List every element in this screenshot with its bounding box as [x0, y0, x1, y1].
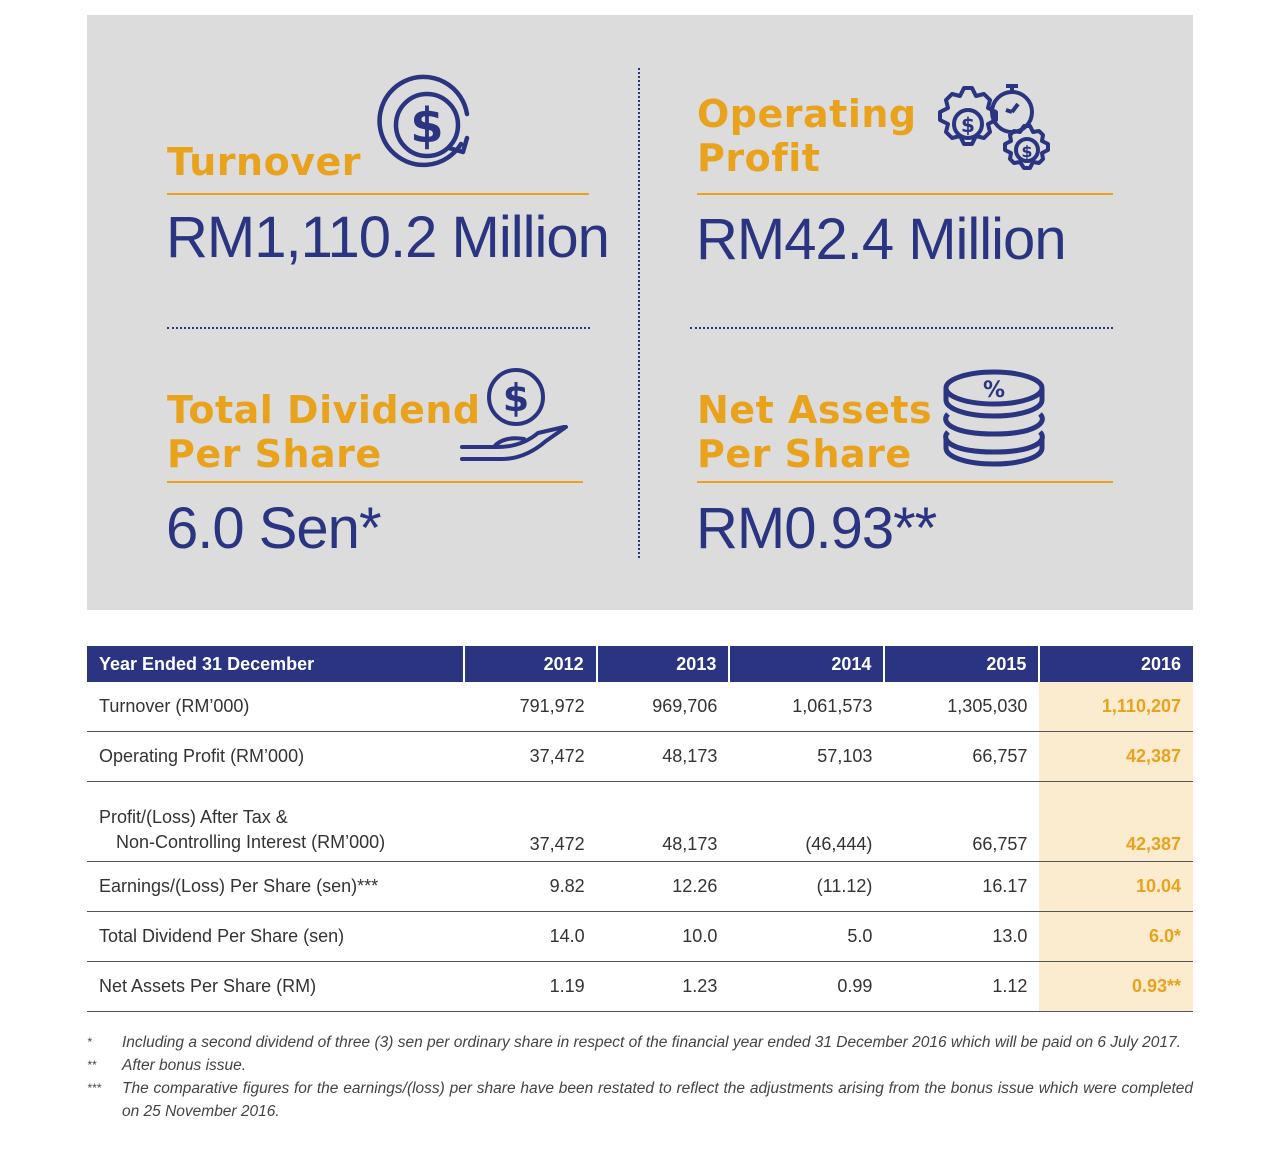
cell: 16.17: [884, 862, 1039, 912]
cell: 57,103: [729, 732, 884, 782]
cell: (46,444): [729, 782, 884, 862]
svg-text:$: $: [1021, 142, 1033, 161]
cell: 10.0: [597, 912, 730, 962]
operating-profit-title: [697, 92, 917, 180]
net-assets-title: [697, 388, 932, 476]
net-assets-title-line2: Per Share: [697, 432, 912, 476]
row-label: [87, 782, 464, 862]
cell: (11.12): [729, 862, 884, 912]
table-row: [87, 782, 1193, 862]
footnote: [87, 1077, 1193, 1123]
operating-profit-title-line1: Operating: [697, 92, 917, 136]
svg-text:%: %: [982, 378, 1006, 403]
footnote-text: The comparative figures for the earnings/(loss) per share have been restated to reflect the adjustments arising from the bonus issue which were completed on 25 November 2016.: [122, 1080, 1193, 1120]
footnote-mark: ***: [87, 1081, 102, 1095]
table-row: [87, 682, 1193, 732]
cell: 12.26: [597, 862, 730, 912]
vertical-divider: [638, 68, 640, 558]
operating-profit-value: RM42.4 Million: [696, 207, 1066, 272]
net-assets-rule: [697, 481, 1113, 483]
cell: 791,972: [464, 682, 597, 732]
cell: 1,061,573: [729, 682, 884, 732]
dotted-separator-left: [167, 327, 590, 329]
table-row: [87, 862, 1193, 912]
cell: 48,173: [597, 782, 730, 862]
row-label: Operating Profit (RM’000): [87, 732, 464, 782]
table-header-row: [87, 646, 1193, 682]
highlight-cell: 10.04: [1039, 862, 1193, 912]
cell: 66,757: [884, 782, 1039, 862]
net-assets-title-line1: Net Assets: [697, 388, 933, 432]
dividend-title: [167, 388, 481, 476]
table-row: [87, 912, 1193, 962]
footnote: [87, 1054, 1193, 1077]
cell: 9.82: [464, 862, 597, 912]
header-label: Year Ended 31 December: [87, 646, 464, 682]
highlight-cell: 1,110,207: [1039, 682, 1193, 732]
svg-text:$: $: [961, 113, 975, 137]
highlight-cell: 0.93**: [1039, 962, 1193, 1012]
dotted-separator-right: [690, 327, 1113, 329]
turnover-value: RM1,110.2 Million: [166, 205, 609, 270]
dividend-title-line1: Total Dividend: [167, 388, 481, 432]
financial-summary-table: [87, 646, 1193, 1012]
header-2012: 2012: [464, 646, 597, 682]
row-label: Earnings/(Loss) Per Share (sen)***: [87, 862, 464, 912]
cell: 1.12: [884, 962, 1039, 1012]
hand-dollar-icon: [458, 367, 570, 467]
header-2015: 2015: [884, 646, 1039, 682]
footnote-text: Including a second dividend of three (3) sen per ordinary share in respect of the financial year ended 31 December 2016 which will be paid on 6 July 2017.: [122, 1034, 1181, 1051]
header-2013: 2013: [597, 646, 730, 682]
table-row: [87, 732, 1193, 782]
cell: 37,472: [464, 732, 597, 782]
cell: 969,706: [597, 682, 730, 732]
dollar-cycle-icon: [375, 74, 483, 178]
operating-profit-rule: [697, 193, 1113, 195]
table-row: [87, 962, 1193, 1012]
footnotes: [87, 1031, 1193, 1123]
operating-profit-title-line2: Profit: [697, 136, 821, 180]
turnover-rule: [167, 193, 589, 195]
cell: 66,757: [884, 732, 1039, 782]
cell: 1.23: [597, 962, 730, 1012]
cell: 1.19: [464, 962, 597, 1012]
svg-text:$: $: [410, 98, 444, 154]
footnote-mark: **: [87, 1058, 97, 1072]
highlight-cell: 42,387: [1039, 782, 1193, 862]
coin-stack-percent-icon: [940, 368, 1052, 470]
row-label-line1: Profit/(Loss) After Tax &: [99, 807, 288, 827]
row-label: Turnover (RM’000): [87, 682, 464, 732]
header-2014: 2014: [729, 646, 884, 682]
footnote-mark: *: [87, 1035, 92, 1049]
row-label: Net Assets Per Share (RM): [87, 962, 464, 1012]
cell: 48,173: [597, 732, 730, 782]
dividend-rule: [167, 481, 583, 483]
turnover-title: Turnover: [167, 140, 361, 184]
gears-dollar-stopwatch-icon: [928, 72, 1052, 180]
footnote-text: After bonus issue.: [122, 1057, 247, 1074]
cell: 37,472: [464, 782, 597, 862]
cell: 5.0: [729, 912, 884, 962]
highlight-cell: 42,387: [1039, 732, 1193, 782]
cell: 1,305,030: [884, 682, 1039, 732]
cell: 14.0: [464, 912, 597, 962]
footnote: [87, 1031, 1193, 1054]
cell: 13.0: [884, 912, 1039, 962]
cell: 0.99: [729, 962, 884, 1012]
svg-text:$: $: [502, 376, 530, 420]
row-label-line2: Non-Controlling Interest (RM’000): [116, 832, 386, 852]
net-assets-value: RM0.93**: [696, 496, 937, 561]
header-2016: 2016: [1039, 646, 1193, 682]
dividend-title-line2: Per Share: [167, 432, 382, 476]
row-label: Total Dividend Per Share (sen): [87, 912, 464, 962]
highlight-cell: 6.0*: [1039, 912, 1193, 962]
dividend-value: 6.0 Sen*: [166, 496, 381, 561]
